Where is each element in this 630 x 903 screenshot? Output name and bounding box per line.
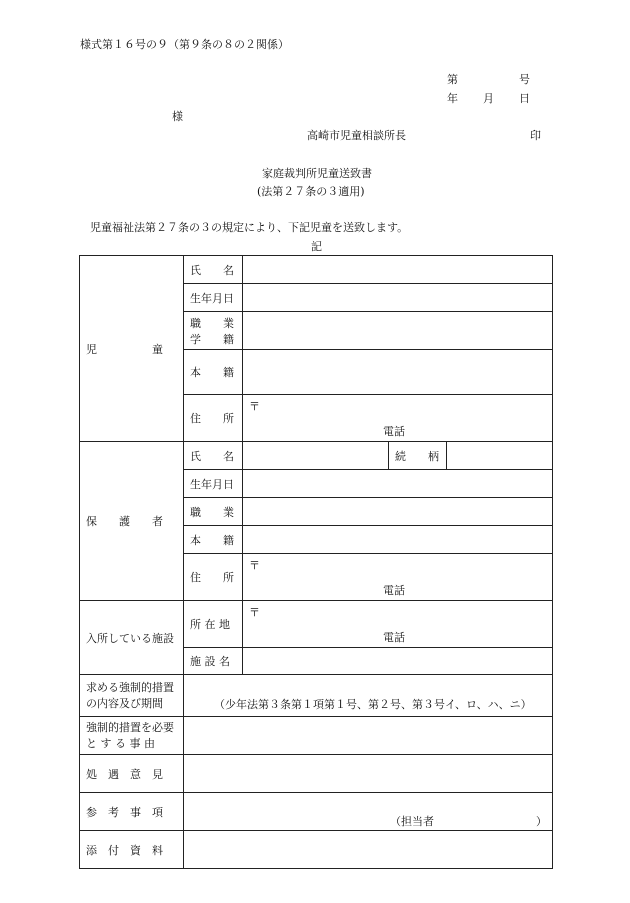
child-birth-field[interactable]: [243, 284, 553, 312]
year-label: 年: [447, 92, 458, 105]
measures-label-line1: 求める強制的措置: [86, 680, 174, 694]
attachments-label: 添 付 資 料: [80, 831, 184, 869]
guardian-tel-label: 電話: [383, 584, 405, 597]
child-address-label: 住 所: [184, 395, 243, 442]
seal-mark: 印: [530, 129, 541, 142]
form-table: [79, 255, 553, 869]
addressee-sama: 様: [172, 110, 183, 123]
measures-label: [80, 675, 184, 717]
reason-label-line2: と す る 事 由: [86, 736, 155, 750]
month-label: 月: [483, 92, 494, 105]
guardian-name-label: 氏 名: [184, 442, 243, 470]
form-number: 様式第１６号の９（第９条の８の２関係）: [80, 38, 289, 51]
child-honseki-field[interactable]: [243, 350, 553, 395]
day-label: 日: [519, 92, 530, 105]
reference-field[interactable]: [184, 793, 553, 831]
measures-note: （少年法第３条第１項第１号、第２号、第３号イ、ロ、ハ、ニ）: [214, 698, 532, 711]
guardian-honseki-field[interactable]: [243, 526, 553, 554]
guardian-birth-field[interactable]: [243, 470, 553, 498]
child-occupation-label: 職 業: [190, 316, 234, 330]
child-honseki-label: 本 籍: [184, 350, 243, 395]
issuer: 高崎市児童相談所長: [307, 129, 406, 142]
child-address-field[interactable]: [243, 395, 553, 442]
facility-location-label: 所 在 地: [184, 601, 243, 648]
guardian-birth-label: 生年月日: [184, 470, 243, 498]
child-name-field[interactable]: [243, 256, 553, 284]
guardian-section-label: 保 護 者: [80, 442, 184, 601]
no-label: 第: [447, 73, 458, 86]
contact-label: （担当者: [390, 815, 434, 828]
opinion-field[interactable]: [184, 755, 553, 793]
reason-field[interactable]: [184, 717, 553, 755]
facility-section-label: 入所している施設: [80, 601, 184, 675]
reference-label: 参 考 事 項: [80, 793, 184, 831]
measures-label-line2: の内容及び期間: [86, 696, 163, 710]
facility-location-field[interactable]: [243, 601, 553, 648]
guardian-occupation-field[interactable]: [243, 498, 553, 526]
facility-name-field[interactable]: [243, 648, 553, 675]
child-tel-label: 電話: [383, 425, 405, 438]
guardian-name-field[interactable]: [243, 442, 389, 470]
go-label: 号: [519, 73, 530, 86]
guardian-address-field[interactable]: [243, 554, 553, 601]
doc-title: 家庭裁判所児童送致書: [262, 167, 372, 180]
child-name-label: 氏 名: [184, 256, 243, 284]
child-occupation-field[interactable]: [243, 312, 553, 350]
facility-postal-mark: 〒: [249, 606, 260, 619]
reason-label: [80, 717, 184, 755]
guardian-relation-field[interactable]: [447, 442, 553, 470]
child-postal-mark: 〒: [249, 400, 260, 413]
ki-mark: 記: [311, 240, 322, 253]
opinion-label: 処 遇 意 見: [80, 755, 184, 793]
guardian-occupation-label: 職 業: [184, 498, 243, 526]
measures-field[interactable]: [184, 675, 553, 717]
guardian-postal-mark: 〒: [249, 559, 260, 572]
child-school-label: 学 籍: [190, 332, 234, 346]
reason-label-line1: 強制的措置を必要: [86, 720, 174, 734]
facility-tel-label: 電話: [383, 631, 405, 644]
doc-subtitle: (法第２７条の３適用): [257, 185, 365, 198]
child-section-label: 児 童: [80, 256, 184, 442]
facility-name-label: 施 設 名: [184, 648, 243, 675]
guardian-relation-label: 続 柄: [389, 442, 447, 470]
intro-text: 児童福祉法第２７条の３の規定により、下記児童を送致します。: [90, 221, 409, 234]
attachments-field[interactable]: [184, 831, 553, 869]
guardian-honseki-label: 本 籍: [184, 526, 243, 554]
child-birth-label: 生年月日: [184, 284, 243, 312]
contact-close: ）: [536, 815, 547, 828]
guardian-address-label: 住 所: [184, 554, 243, 601]
child-occupation-school-label: [184, 312, 243, 350]
